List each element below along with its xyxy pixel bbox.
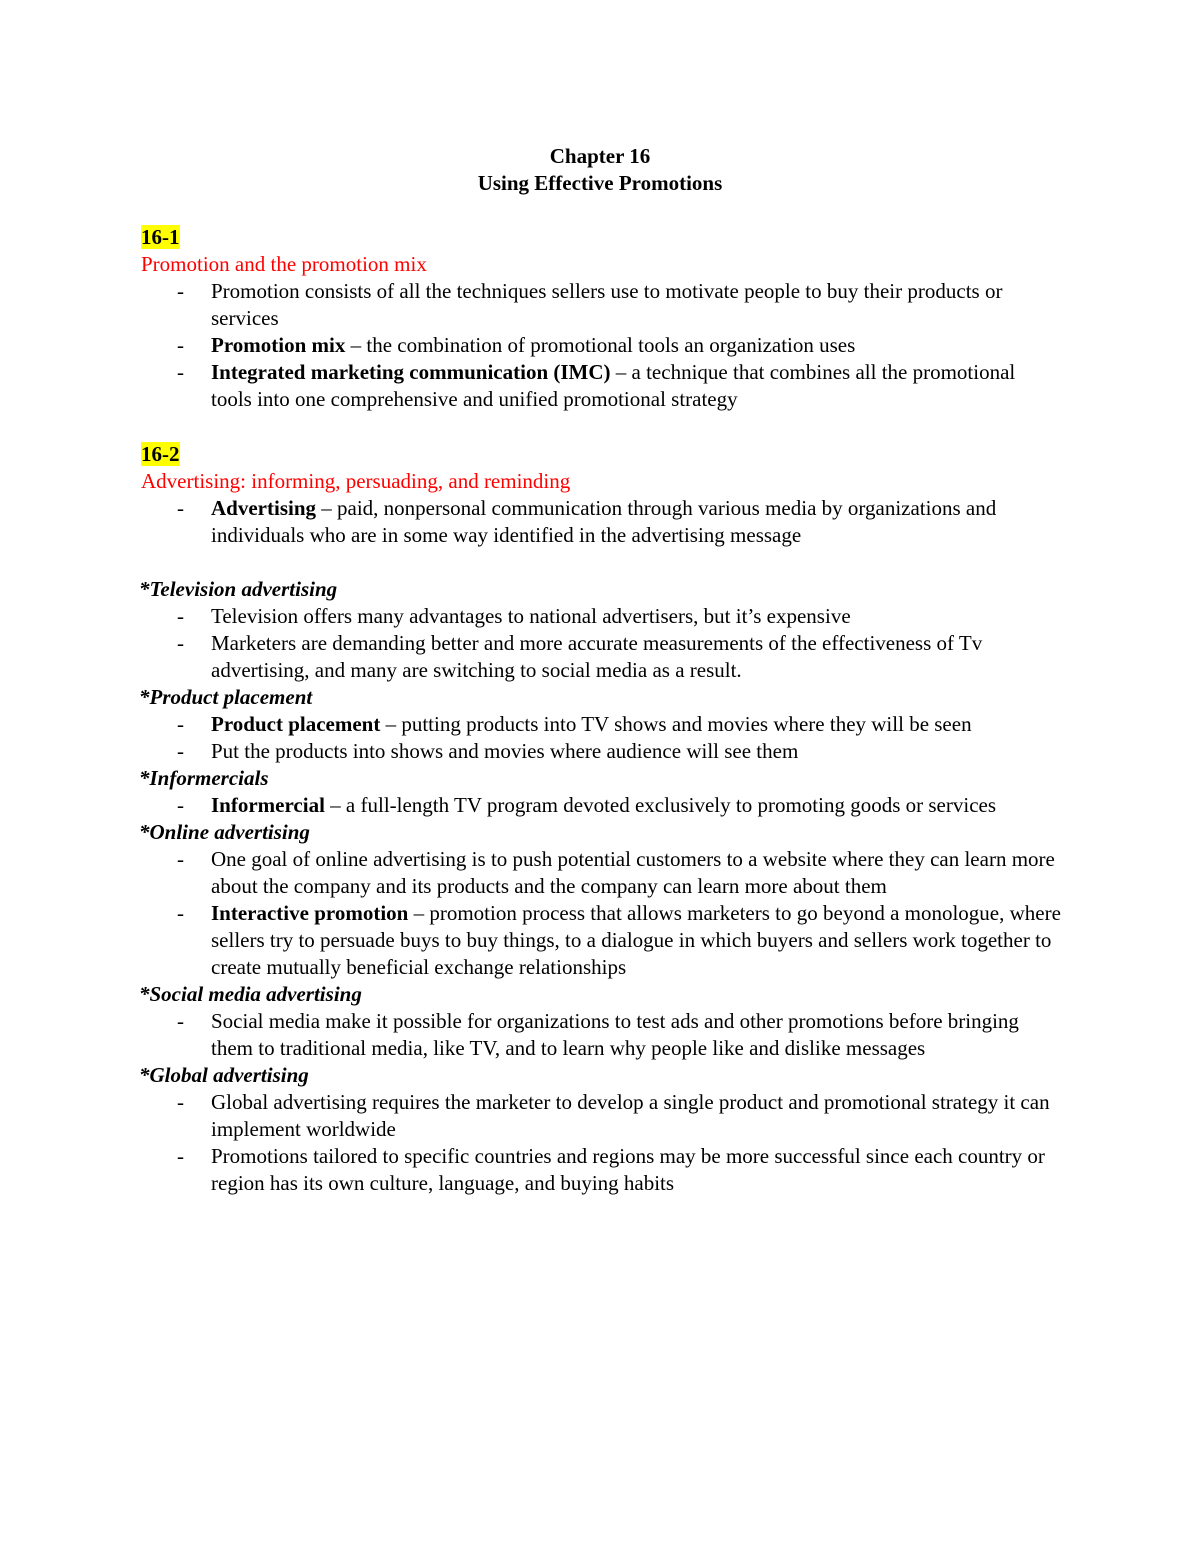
item-term: Integrated marketing communication (IMC)	[211, 360, 611, 384]
item-text: Social media make it possible for organizations to test ads and other promotions before bringing them to traditional media, like TV, and to learn why people like and dislike messages	[211, 1009, 1019, 1060]
subsection-heading: *Global advertising	[139, 1063, 309, 1087]
list-item	[141, 711, 1061, 738]
item-text: Marketers are demanding better and more accurate measurements of the effectiveness of Tv advertising, and many are switching to social media as a result.	[211, 631, 983, 682]
dash-marker: -	[177, 360, 184, 384]
subsection-heading: *Social media advertising	[139, 982, 362, 1006]
list-item	[141, 1008, 1061, 1062]
dash-marker: -	[177, 712, 184, 736]
list-item	[141, 846, 1061, 900]
item-text: Promotion consists of all the techniques sellers use to motivate people to buy their products or services	[211, 279, 1003, 330]
dash-marker: -	[177, 847, 184, 871]
subsection-heading: *Informercials	[139, 766, 269, 790]
list-item	[141, 900, 1061, 981]
item-text: Television offers many advantages to national advertisers, but it’s expensive	[211, 604, 851, 628]
item-term: Informercial	[211, 793, 325, 817]
section-number: 16-1	[141, 225, 180, 249]
bullet-list	[141, 1089, 1061, 1197]
bullet-list	[141, 792, 1061, 819]
item-text: – putting products into TV shows and movies where they will be seen	[380, 712, 972, 736]
subsections	[141, 576, 1061, 1197]
dash-marker: -	[177, 901, 184, 925]
bullet-list	[141, 846, 1061, 981]
dash-marker: -	[177, 739, 184, 763]
dash-marker: -	[177, 333, 184, 357]
list-item	[141, 495, 1061, 549]
dash-marker: -	[177, 1009, 184, 1033]
dash-marker: -	[177, 631, 184, 655]
chapter-label: Chapter 16	[549, 144, 651, 168]
list-item	[141, 1143, 1061, 1197]
list-item	[141, 738, 1061, 765]
item-text: Promotions tailored to specific countries and regions may be more successful since each country or region has its own culture, language, and buying habits	[211, 1144, 1045, 1195]
bullet-list	[141, 495, 1061, 549]
title-block	[0, 143, 1200, 197]
dash-marker: -	[177, 1090, 184, 1114]
item-text: – a technique that combines all the promotional tools into one comprehensive and unified promotional strategy	[211, 360, 1016, 411]
list-item	[141, 630, 1061, 684]
dash-marker: -	[177, 496, 184, 520]
bullet-list	[141, 1008, 1061, 1062]
section-title: Advertising: informing, persuading, and reminding	[141, 469, 571, 493]
subsection-heading: *Online advertising	[139, 820, 310, 844]
item-text: – promotion process that allows marketers to go beyond a monologue, where sellers try to persuade buys to buy things, to a dialogue in which buyers and sellers work together to create mutually beneficial exchange relationships	[211, 901, 1061, 979]
item-text: – the combination of promotional tools an organization uses	[345, 333, 856, 357]
subsection-heading: *Product placement	[139, 685, 313, 709]
section-number: 16-2	[141, 442, 180, 466]
section-title: Promotion and the promotion mix	[141, 252, 427, 276]
item-term: Product placement	[211, 712, 381, 736]
item-text: One goal of online advertising is to push potential customers to a website where they can learn more about the company and its products and the company can learn more about them	[211, 847, 1055, 898]
item-term: Advertising	[211, 496, 316, 520]
list-item	[141, 278, 1061, 332]
item-term: Interactive promotion	[211, 901, 409, 925]
list-item	[141, 603, 1061, 630]
item-term: Promotion mix	[211, 333, 346, 357]
list-item	[141, 359, 1061, 413]
chapter-title: Using Effective Promotions	[477, 171, 723, 195]
item-text: – paid, nonpersonal communication through various media by organizations and individuals who are in some way identified in the advertising message	[211, 496, 997, 547]
item-text: Global advertising requires the marketer to develop a single product and promotional strategy it can implement worldwide	[211, 1090, 1050, 1141]
dash-marker: -	[177, 793, 184, 817]
dash-marker: -	[177, 1144, 184, 1168]
bullet-list	[141, 278, 1061, 413]
section-16-2	[141, 441, 1061, 549]
bullet-list	[141, 711, 1061, 765]
section-16-1	[141, 224, 1061, 413]
item-text: Put the products into shows and movies where audience will see them	[211, 739, 799, 763]
list-item	[141, 792, 1061, 819]
item-text: – a full-length TV program devoted exclusively to promoting goods or services	[324, 793, 997, 817]
list-item	[141, 332, 1061, 359]
list-item	[141, 1089, 1061, 1143]
dash-marker: -	[177, 279, 184, 303]
subsection-heading: *Television advertising	[139, 577, 338, 601]
dash-marker: -	[177, 604, 184, 628]
bullet-list	[141, 603, 1061, 684]
